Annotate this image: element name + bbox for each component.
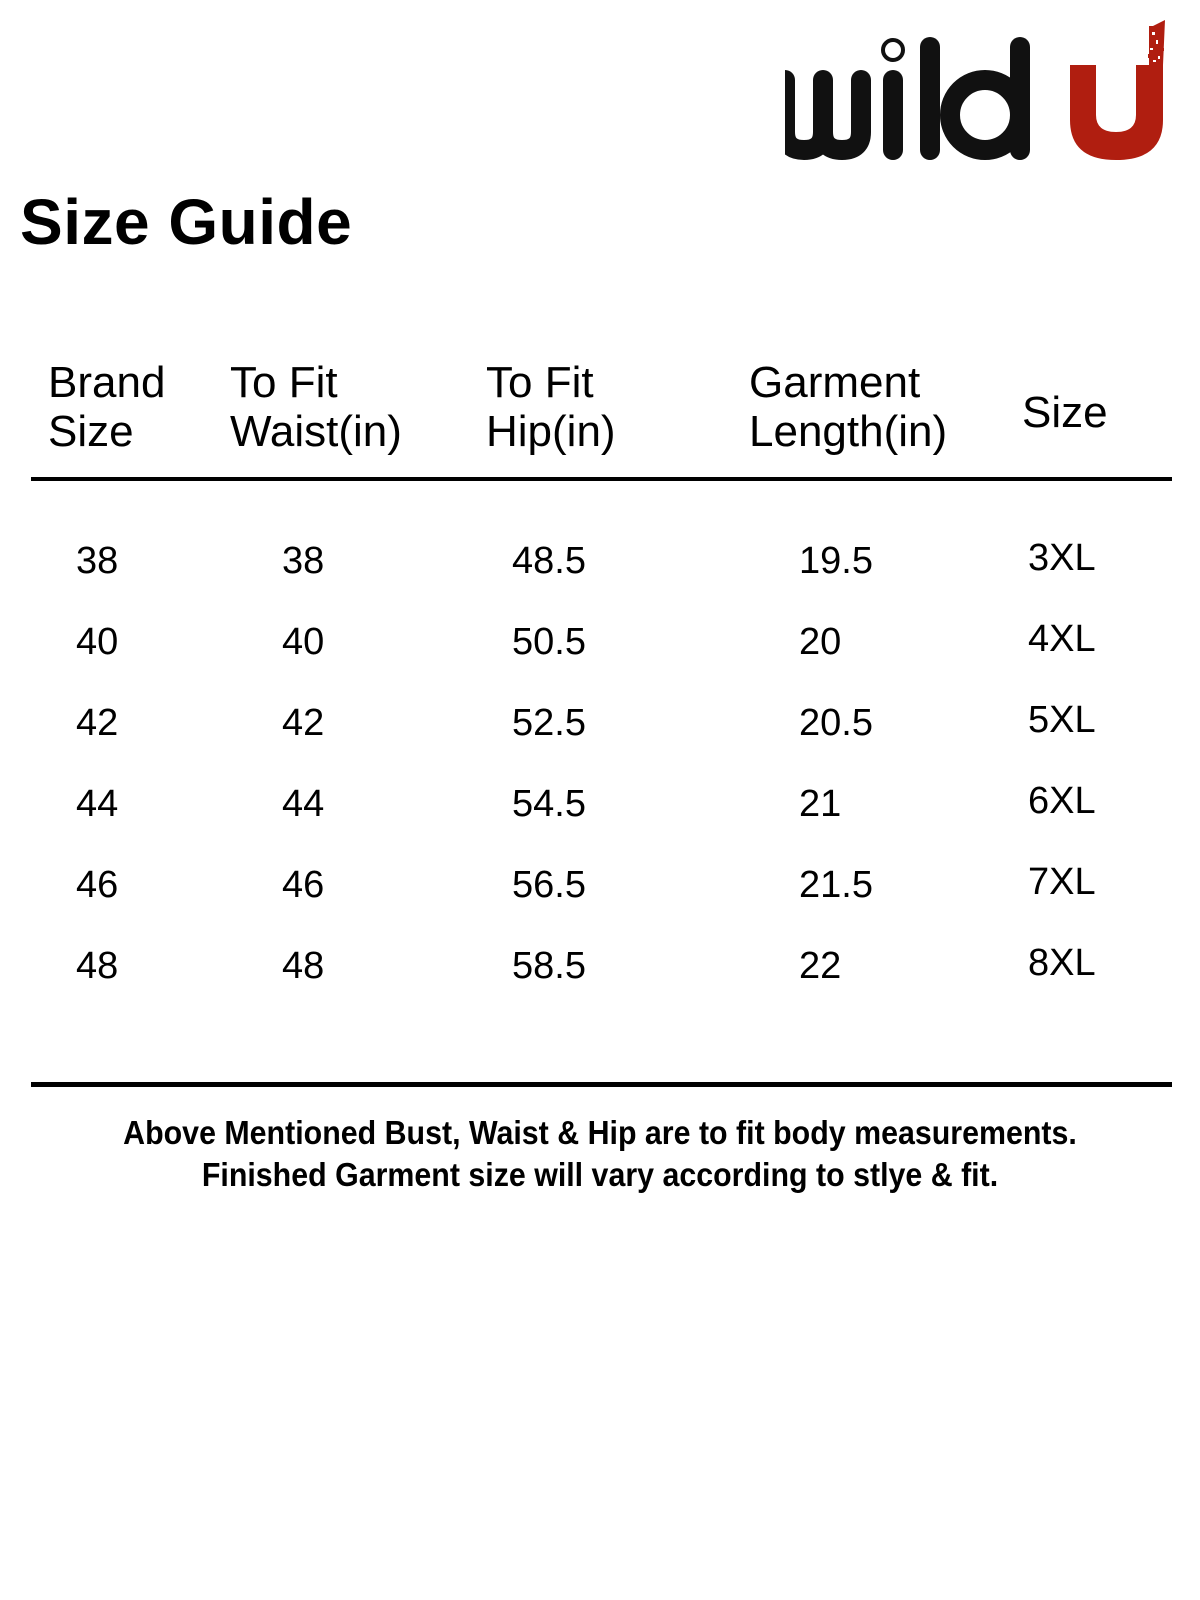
hip-cell: 54.5: [512, 783, 586, 825]
length-cell: 20.5: [799, 702, 873, 744]
length-cell: 21.5: [799, 864, 873, 906]
footnote-line-2: Finished Garment size will vary according to stlye & fit.: [201, 1156, 999, 1193]
header-to-fit-waist: To Fit Waist(in): [230, 358, 402, 456]
header-divider: [31, 477, 1172, 481]
hip-cell: 52.5: [512, 702, 586, 744]
footnote-line-1: Above Mentioned Bust, Waist & Hip are to fit body measurements.: [123, 1114, 1077, 1151]
waist-cell: 44: [282, 783, 325, 825]
waist-cell: 38: [282, 540, 325, 582]
size-label-cell: 4XL: [1028, 618, 1096, 660]
waist-cell: 46: [282, 864, 325, 906]
header-garment-length: Garment Length(in): [749, 358, 948, 456]
header-size: Size: [1022, 388, 1108, 437]
length-cell: 22: [799, 945, 842, 987]
length-cell: 20: [799, 621, 842, 663]
size-label-cell: 7XL: [1028, 861, 1096, 903]
brand-size-cell: 40: [76, 621, 119, 663]
size-label-cell: 3XL: [1028, 537, 1096, 579]
brand-size-cell: 46: [76, 864, 119, 906]
wild-u-logo: [785, 20, 1190, 170]
size-label-cell: 8XL: [1028, 942, 1096, 984]
size-label-cell: 5XL: [1028, 699, 1096, 741]
brand-size-cell: 44: [76, 783, 119, 825]
waist-cell: 48: [282, 945, 325, 987]
waist-cell: 40: [282, 621, 325, 663]
header-to-fit-hip: To Fit Hip(in): [486, 358, 616, 456]
hip-cell: 48.5: [512, 540, 586, 582]
table-bottom-divider: [31, 1082, 1172, 1087]
brand-size-cell: 42: [76, 702, 119, 744]
length-cell: 21: [799, 783, 842, 825]
page-title: Size Guide: [20, 186, 353, 258]
footnote: [48, 1112, 1152, 1196]
hip-cell: 56.5: [512, 864, 586, 906]
brand-size-cell: 48: [76, 945, 119, 987]
size-label-cell: 6XL: [1028, 780, 1096, 822]
hip-cell: 50.5: [512, 621, 586, 663]
header-brand-size: Brand Size: [48, 358, 166, 456]
waist-cell: 42: [282, 702, 325, 744]
hip-cell: 58.5: [512, 945, 586, 987]
length-cell: 19.5: [799, 540, 873, 582]
size-table: [31, 350, 1172, 1086]
brand-size-cell: 38: [76, 540, 119, 582]
